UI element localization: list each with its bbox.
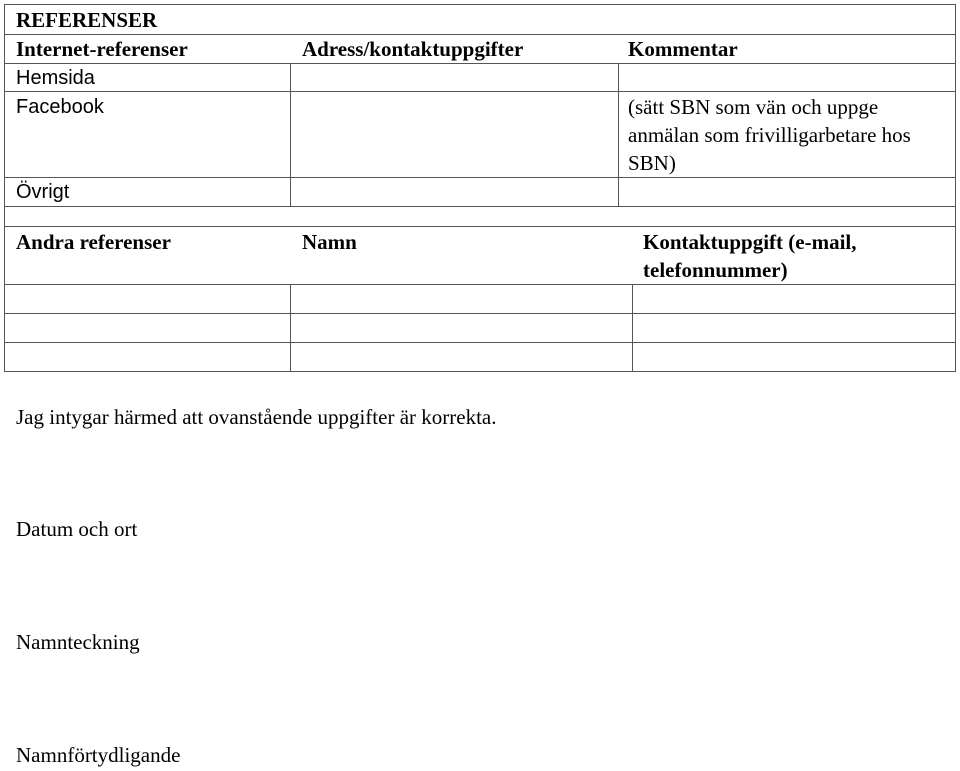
homepage-address-cell[interactable]: [291, 64, 617, 91]
header-other-references: Andra referenser: [16, 230, 171, 254]
section-title: REFERENSER: [16, 8, 158, 32]
row-label-facebook: Facebook: [16, 96, 104, 118]
reference-cell[interactable]: [5, 343, 289, 371]
name-clarification-label: Namnförtydligande: [16, 743, 181, 767]
date-place-label: Datum och ort: [16, 517, 138, 541]
reference-cell[interactable]: [5, 285, 289, 313]
other-address-cell[interactable]: [291, 178, 617, 206]
header-contact-info: Kontaktuppgift (e-mail, telefonnummer): [643, 230, 857, 282]
other-comment-cell[interactable]: [619, 178, 955, 206]
header-address-contact: Adress/kontaktuppgifter: [302, 37, 524, 61]
header-comment: Kommentar: [628, 37, 738, 61]
name-cell[interactable]: [291, 285, 631, 313]
contact-cell[interactable]: [633, 285, 955, 313]
row-divider: [4, 206, 956, 207]
row-label-homepage: Hemsida: [16, 67, 95, 89]
signature-label: Namnteckning: [16, 630, 140, 654]
contact-cell[interactable]: [633, 343, 955, 371]
homepage-comment-cell[interactable]: [619, 64, 955, 91]
reference-cell[interactable]: [5, 314, 289, 342]
facebook-address-cell[interactable]: [291, 92, 617, 177]
facebook-comment: (sätt SBN som vän och uppge anmälan som frivilligarbetare hos SBN): [628, 95, 911, 175]
name-cell[interactable]: [291, 343, 631, 371]
header-internet-references: Internet-referenser: [16, 37, 188, 61]
name-cell[interactable]: [291, 314, 631, 342]
row-divider: [4, 226, 956, 227]
header-name: Namn: [302, 230, 357, 254]
declaration-text: Jag intygar härmed att ovanstående uppgifter är korrekta.: [16, 405, 497, 429]
contact-cell[interactable]: [633, 314, 955, 342]
row-label-other: Övrigt: [16, 181, 70, 203]
